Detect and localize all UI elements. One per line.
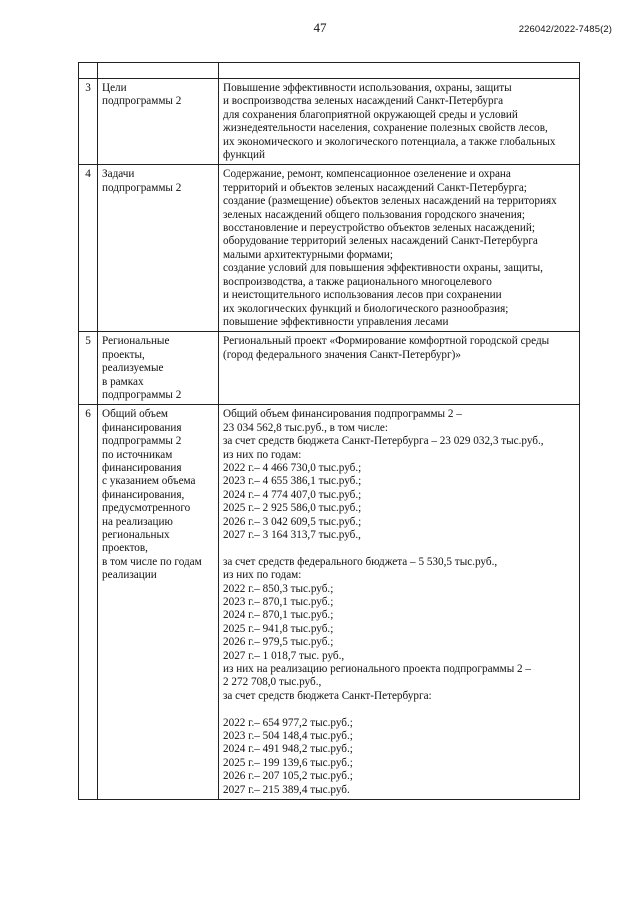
row-number: 4 (79, 165, 98, 332)
content-line: 2027 г.– 3 164 313,7 тыс.руб., (223, 529, 361, 541)
content-line: 2022 г.– 850,3 тыс.руб.; (223, 582, 334, 595)
table-row-top-spacer (79, 63, 580, 79)
spacer-cell (79, 63, 98, 79)
content-line: 2023 г.– 4 655 386,1 тыс.руб.; (223, 475, 362, 488)
content-line: 2025 г.– 199 139,6 тыс.руб.; (223, 756, 353, 769)
content-line: 2025 г.– 2 925 586,0 тыс.руб.; (223, 502, 362, 515)
row-label-line: финансирования (102, 421, 182, 434)
row-label-line: Региональные (102, 335, 170, 348)
row-label-line: подпрограммы 2 (102, 435, 182, 448)
row-label-line: Цели (102, 82, 127, 94)
content-line: 2026 г.– 3 042 609,5 тыс.руб.; (223, 515, 362, 528)
content-line: Региональный проект «Формирование комфортной городской среды (223, 335, 550, 348)
content-line: для сохранения благоприятной окружающей среды и условий (223, 108, 518, 121)
row-label-line: региональных (102, 529, 170, 541)
content-line: 2024 г.– 4 774 407,0 тыс.руб.; (223, 488, 362, 501)
table-row (79, 165, 580, 332)
content-line: за счет средств бюджета Санкт-Петербурга: (223, 689, 432, 702)
row-label-line: подпрограммы 2 (102, 388, 182, 401)
spacer-cell (219, 63, 580, 79)
row-label-line: реализуемые (102, 362, 164, 375)
content-line: их экологических функций и биологического разнообразия; (223, 302, 509, 315)
content-line: 2026 г.– 979,5 тыс.руб.; (223, 636, 334, 649)
table-row (79, 79, 580, 165)
content-line: 2027 г.– 215 389,4 тыс.руб. (223, 783, 350, 796)
page-number: 47 (313, 20, 327, 35)
content-line: 2022 г.– 4 466 730,0 тыс.руб.; (223, 461, 362, 474)
row-content (219, 79, 580, 165)
row-label (98, 165, 219, 332)
passport-table (78, 62, 580, 800)
content-line: 2 272 708,0 тыс.руб., (223, 676, 322, 689)
row-label-line: в рамках (102, 375, 144, 388)
blank-line (223, 703, 575, 716)
content-line: 2026 г.– 207 105,2 тыс.руб.; (223, 770, 353, 783)
content-line: жизнедеятельности населения, сохранение полезных свойств лесов, (223, 122, 548, 135)
content-line: повышение эффективности управления лесами (223, 315, 449, 328)
content-line: из них по годам: (223, 448, 302, 461)
table-row (79, 332, 580, 405)
content-line: воспроизводства, а также рационального многоцелевого (223, 275, 492, 288)
row-label (98, 79, 219, 165)
content-line: 23 034 562,8 тыс.руб., в том числе: (223, 421, 388, 434)
row-number: 3 (79, 79, 98, 165)
row-label-line: реализации (102, 569, 157, 582)
content-line: малыми архитектурными формами; (223, 248, 394, 261)
document-id: 226042/2022-7485(2) (518, 24, 612, 35)
row-label-line: Задачи (102, 168, 135, 181)
content-line: их экономического и экологического потенциала, а также глобальных (223, 135, 556, 148)
row-label-line: по источникам (102, 448, 173, 461)
blank-line (223, 542, 575, 555)
content-line: Повышение эффективности использования, охраны, защиты (223, 82, 512, 94)
content-line: за счет средств федерального бюджета – 5 530,5 тыс.руб., (223, 555, 498, 568)
row-label-line: в том числе по годам (102, 555, 202, 568)
row-label-line: предусмотренного (102, 502, 191, 515)
row-content (219, 332, 580, 405)
row-label-line: с указанием объема (102, 475, 196, 488)
content-line: 2022 г.– 654 977,2 тыс.руб.; (223, 716, 353, 729)
content-line: функций (223, 149, 265, 162)
content-line: Содержание, ремонт, компенсационное озеленение и охрана (223, 168, 511, 181)
row-label-line: подпрограммы 2 (102, 95, 182, 108)
content-line: 2023 г.– 504 148,4 тыс.руб.; (223, 730, 353, 743)
row-content (219, 405, 580, 800)
content-line: за счет средств бюджета Санкт-Петербурга – 23 029 032,3 тыс.руб., (223, 435, 544, 448)
spacer-cell (98, 63, 219, 79)
content-line: из них по годам: (223, 569, 302, 582)
row-label-line: на реализацию (102, 515, 173, 528)
content-line: из них на реализацию регионального проекта подпрограммы 2 – (223, 663, 531, 676)
table-row (79, 405, 580, 800)
row-content (219, 165, 580, 332)
content-line: 2024 г.– 491 948,2 тыс.руб.; (223, 743, 353, 756)
row-number: 6 (79, 405, 98, 800)
content-line: создание (размещение) объектов зеленых насаждений на территориях (223, 195, 557, 208)
content-line: 2024 г.– 870,1 тыс.руб.; (223, 609, 334, 622)
content-line: и воспроизводства зеленых насаждений Санкт-Петербурга (223, 95, 504, 108)
content-line: создание условий для повышения эффективности охраны, защиты, (223, 262, 543, 275)
row-label-line: проекты, (102, 348, 145, 361)
content-line: и неистощительного использования лесов при сохранении (223, 289, 502, 302)
row-label-line: подпрограммы 2 (102, 181, 182, 194)
content-line: (город федерального значения Санкт-Петербург)» (223, 348, 461, 361)
content-line: восстановление и переустройство объектов зеленых насаждений; (223, 222, 535, 235)
content-line: 2027 г.– 1 018,7 тыс. руб., (223, 649, 345, 662)
table-body (79, 63, 580, 800)
row-number: 5 (79, 332, 98, 405)
content-line: 2025 г.– 941,8 тыс.руб.; (223, 622, 334, 635)
row-label (98, 405, 219, 800)
row-label-line: финансирования, (102, 488, 185, 501)
content-line: 2023 г.– 870,1 тыс.руб.; (223, 596, 334, 609)
content-line: территорий и объектов зеленых насаждений Санкт-Петербурга; (223, 181, 527, 194)
content-line: оборудование территорий зеленых насаждений Санкт-Петербурга (223, 235, 538, 248)
row-label-line: финансирования (102, 461, 182, 474)
content-line: зеленых насаждений общего пользования городского значения; (223, 208, 525, 221)
row-label-line: проектов, (102, 542, 148, 555)
row-label-line: Общий объем (102, 408, 168, 421)
content-line: Общий объем финансирования подпрограммы 2 – (223, 408, 462, 421)
row-label (98, 332, 219, 405)
